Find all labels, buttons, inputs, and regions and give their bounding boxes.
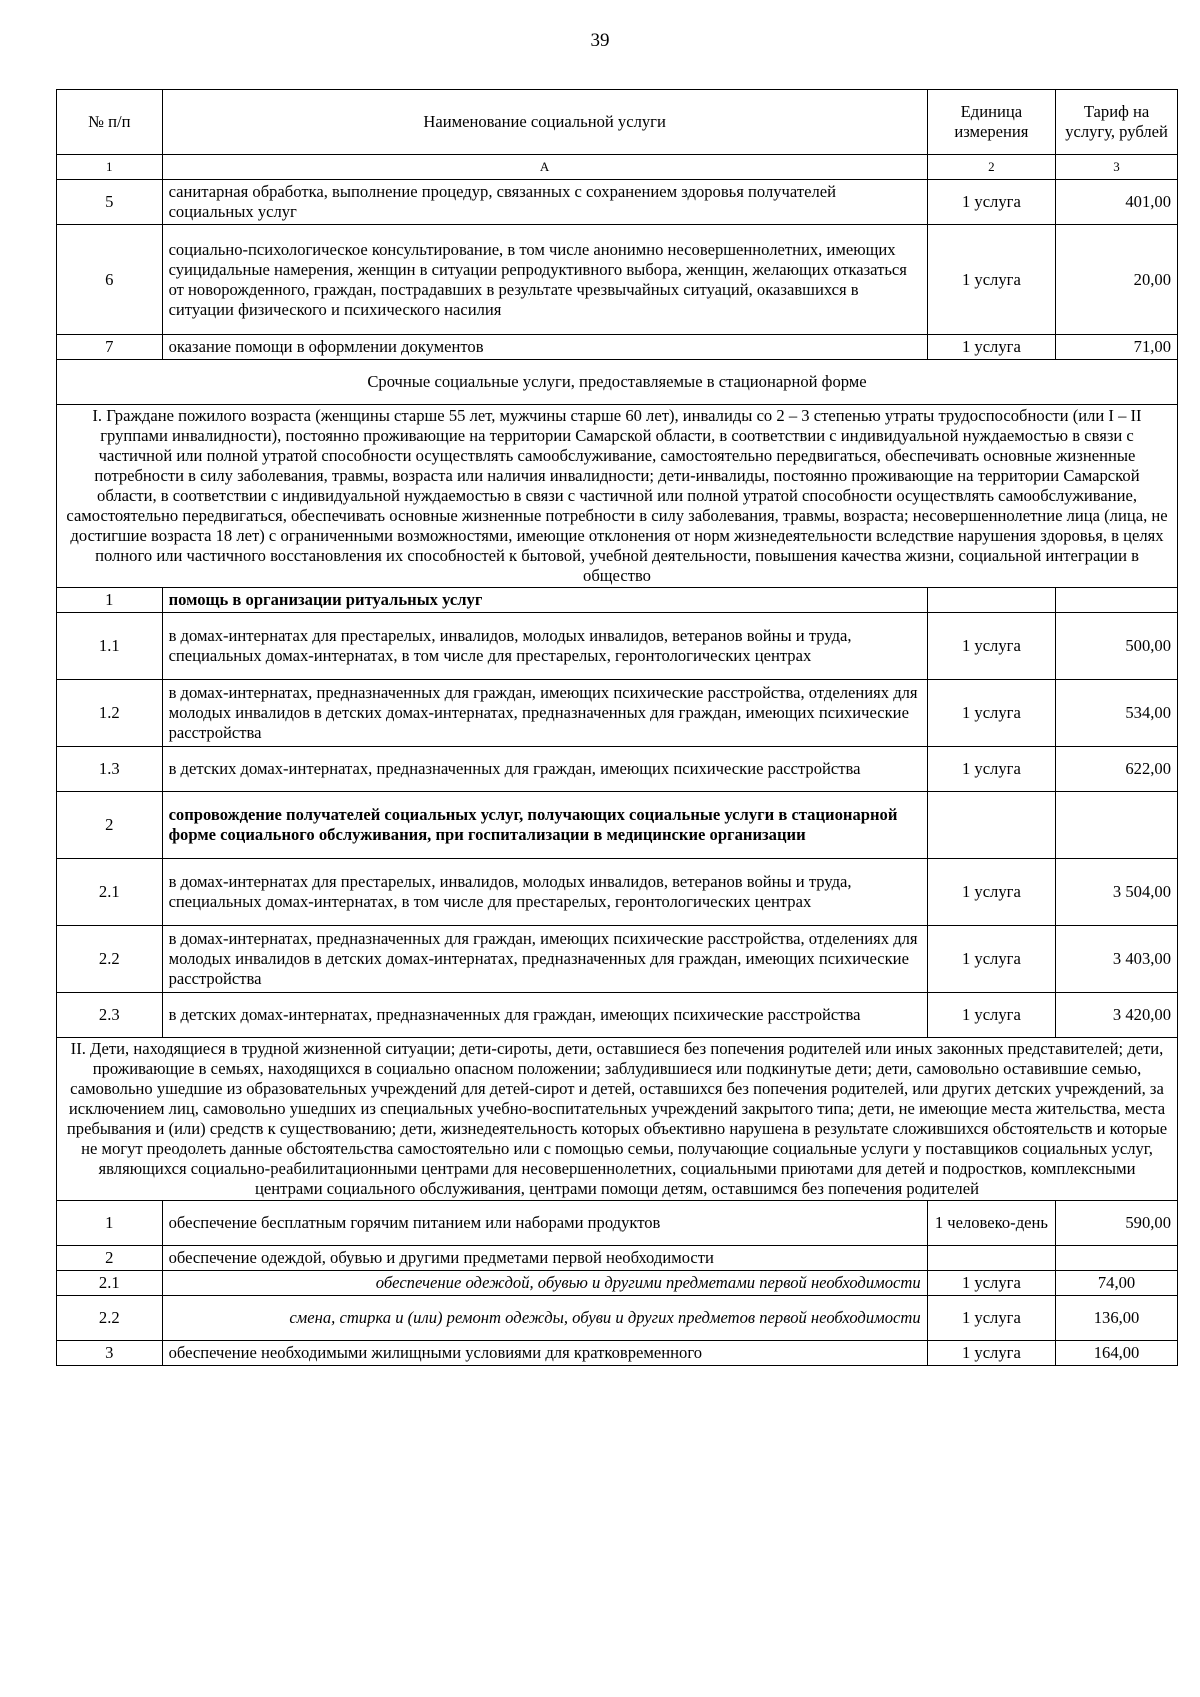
row-unit: 1 услуга (927, 926, 1055, 993)
table-row (57, 1271, 1178, 1296)
row-unit: 1 услуга (927, 747, 1055, 792)
table-row (57, 859, 1178, 926)
row-tariff: 534,00 (1056, 680, 1178, 747)
row-unit: 1 услуга (927, 993, 1055, 1038)
table-header-row (57, 90, 1178, 155)
row-service-name: обеспечение необходимыми жилищными условиями для кратковременного (162, 1341, 927, 1366)
row-tariff: 71,00 (1056, 335, 1178, 360)
table-row (57, 1296, 1178, 1341)
section-heading-two: II. Дети, находящиеся в трудной жизненной ситуации; дети-сироты, дети, оставшиеся без попечения родителей или иных законных представителей; дети, проживающие в семьях, находящихся в социально опасном положении; заблудившиеся или подкинутые дети; дети, самовольно оставившие семью, самовольно ушедшие из образовательных учреждений для детей-сирот и детей, оставшихся без попечения родителей, или других детских учреждений, за исключением лиц, самовольно ушедших из специальных учебно-воспитательных учреждений закрытого типа; дети, не имеющие места жительства, места пребывания и (или) средств к существованию; дети, жизнедеятельность которых объективно нарушена в результате сложившихся обстоятельств и которые не могут преодолеть данные обстоятельства самостоятельно или с помощью семьи, получающие социальные услуги у поставщиков социальных услуг, являющихся социально-реабилитационными центрами для несовершеннолетних, социальными приютами для детей и подростков, комплексными центрами социального обслуживания, центрами помощи детям, оставшимся без попечения родителей (57, 1038, 1178, 1201)
row-tariff: 622,00 (1056, 747, 1178, 792)
row-service-name: в домах-интернатах, предназначенных для граждан, имеющих психические расстройства, отделениях для молодых инвалидов в детских домах-интернатах, предназначенных для граждан, имеющих психические расстройства (162, 680, 927, 747)
row-tariff: 3 504,00 (1056, 859, 1178, 926)
row-unit (927, 588, 1055, 613)
row-unit: 1 услуга (927, 680, 1055, 747)
row-unit: 1 услуга (927, 859, 1055, 926)
row-unit: 1 услуга (927, 1341, 1055, 1366)
row-service-name: обеспечение бесплатным горячим питанием или наборами продуктов (162, 1201, 927, 1246)
row-tariff: 136,00 (1056, 1296, 1178, 1341)
table-row (57, 225, 1178, 335)
section-row (57, 1038, 1178, 1201)
table-row (57, 680, 1178, 747)
row-service-name: обеспечение одеждой, обувью и другими предметами первой необходимости (162, 1271, 927, 1296)
row-service-name: сопровождение получателей социальных услуг, получающих социальные услуги в стационарной форме социального обслуживания, при госпитализации в медицинские организации (162, 792, 927, 859)
row-tariff: 500,00 (1056, 613, 1178, 680)
row-service-name: в детских домах-интернатах, предназначенных для граждан, имеющих психические расстройства (162, 747, 927, 792)
row-service-name: в домах-интернатах для престарелых, инвалидов, молодых инвалидов, ветеранов войны и труда, специальных домах-интернатах, в том числе для престарелых, геронтологических центрах (162, 613, 927, 680)
row-unit (927, 792, 1055, 859)
row-number: 2.2 (57, 1296, 163, 1341)
section-heading-one: I. Граждане пожилого возраста (женщины старше 55 лет, мужчины старше 60 лет), инвалиды со 2 – 3 степенью утраты трудоспособности (или I – II группами инвалидности), постоянно проживающие на территории Самарской области, в соответствии с индивидуальной нуждаемостью в связи с частичной или полной утратой способности осуществлять самообслуживание, самостоятельно передвигаться, обеспечивать основные жизненные потребности в силу заболевания, травмы, возраста или наличия инвалидности; дети-инвалиды, постоянно проживающие на территории Самарской области, в соответствии с индивидуальной нуждаемостью в связи с частичной или полной утратой способности осуществлять самообслуживание, самостоятельно передвигаться, обеспечивать основные жизненные потребности в силу заболевания, травмы, возраста; несовершеннолетние лица (лица, не достигшие возраста 18 лет) с ограниченными возможностями, имеющие отклонения от норм жизнедеятельности вследствие нарушения здоровья, в целях полного или частичного восстановления их способностей к бытовой, учебной деятельности, повышения качества жизни, социальной интеграции в общество (57, 405, 1178, 588)
table-row (57, 1246, 1178, 1271)
row-unit: 1 человеко-день (927, 1201, 1055, 1246)
row-tariff: 164,00 (1056, 1341, 1178, 1366)
table-row (57, 993, 1178, 1038)
page-number: 39 (590, 30, 610, 51)
row-number: 2 (57, 792, 163, 859)
row-tariff: 74,00 (1056, 1271, 1178, 1296)
row-service-name: оказание помощи в оформлении документов (162, 335, 927, 360)
table-row (57, 588, 1178, 613)
row-number: 7 (57, 335, 163, 360)
row-service-name: смена, стирка и (или) ремонт одежды, обуви и других предметов первой необходимости (162, 1296, 927, 1341)
row-tariff: 401,00 (1056, 180, 1178, 225)
row-number: 6 (57, 225, 163, 335)
row-number: 1 (57, 588, 163, 613)
index-row (57, 155, 1178, 180)
table-row (57, 613, 1178, 680)
row-tariff (1056, 588, 1178, 613)
row-service-name: социально-психологическое консультирование, в том числе анонимно несовершеннолетних, имеющих суицидальные намерения, женщин в ситуации репродуктивного выбора, женщин, желающих отказаться от новорожденного, граждан, пострадавших в результате чрезвычайных ситуаций, оказавшихся в ситуации физического и психического насилия (162, 225, 927, 335)
row-unit: 1 услуга (927, 1296, 1055, 1341)
row-number: 1.2 (57, 680, 163, 747)
row-tariff (1056, 1246, 1178, 1271)
tariff-table (56, 89, 1178, 1366)
index-tariff: 3 (1056, 155, 1178, 180)
table-row (57, 180, 1178, 225)
header-number: № п/п (57, 90, 163, 155)
table-row (57, 926, 1178, 993)
table-row (57, 792, 1178, 859)
row-number: 1 (57, 1201, 163, 1246)
row-number: 1.1 (57, 613, 163, 680)
table-row (57, 1341, 1178, 1366)
row-number: 2.2 (57, 926, 163, 993)
row-unit: 1 услуга (927, 335, 1055, 360)
table-row (57, 747, 1178, 792)
row-number: 1.3 (57, 747, 163, 792)
row-service-name: санитарная обработка, выполнение процедур, связанных с сохранением здоровья получателей социальных услуг (162, 180, 927, 225)
row-number: 2.1 (57, 1271, 163, 1296)
row-service-name: в домах-интернатах для престарелых, инвалидов, молодых инвалидов, ветеранов войны и труда, специальных домах-интернатах, в том числе для престарелых, геронтологических центрах (162, 859, 927, 926)
section-row (57, 360, 1178, 405)
table-row (57, 335, 1178, 360)
header-unit: Единица измерения (927, 90, 1055, 155)
row-number: 3 (57, 1341, 163, 1366)
row-unit: 1 услуга (927, 613, 1055, 680)
section-heading-urgent: Срочные социальные услуги, предоставляемые в стационарной форме (57, 360, 1178, 405)
row-number: 2.3 (57, 993, 163, 1038)
row-tariff: 3 420,00 (1056, 993, 1178, 1038)
row-tariff: 3 403,00 (1056, 926, 1178, 993)
row-service-name: в детских домах-интернатах, предназначенных для граждан, имеющих психические расстройства (162, 993, 927, 1038)
row-unit: 1 услуга (927, 1271, 1055, 1296)
row-tariff (1056, 792, 1178, 859)
section-row (57, 405, 1178, 588)
row-unit: 1 услуга (927, 180, 1055, 225)
row-service-name: в домах-интернатах, предназначенных для граждан, имеющих психические расстройства, отделениях для молодых инвалидов в детских домах-интернатах, предназначенных для граждан, имеющих психические расстройства (162, 926, 927, 993)
row-number: 2 (57, 1246, 163, 1271)
table-row (57, 1201, 1178, 1246)
row-unit: 1 услуга (927, 225, 1055, 335)
header-service-name: Наименование социальной услуги (162, 90, 927, 155)
index-number: 1 (57, 155, 163, 180)
row-tariff: 590,00 (1056, 1201, 1178, 1246)
index-unit: 2 (927, 155, 1055, 180)
row-service-name: обеспечение одеждой, обувью и другими предметами первой необходимости (162, 1246, 927, 1271)
row-service-name: помощь в организации ритуальных услуг (162, 588, 927, 613)
row-unit (927, 1246, 1055, 1271)
index-name: А (162, 155, 927, 180)
row-number: 2.1 (57, 859, 163, 926)
header-tariff: Тариф на услугу, рублей (1056, 90, 1178, 155)
row-number: 5 (57, 180, 163, 225)
row-tariff: 20,00 (1056, 225, 1178, 335)
